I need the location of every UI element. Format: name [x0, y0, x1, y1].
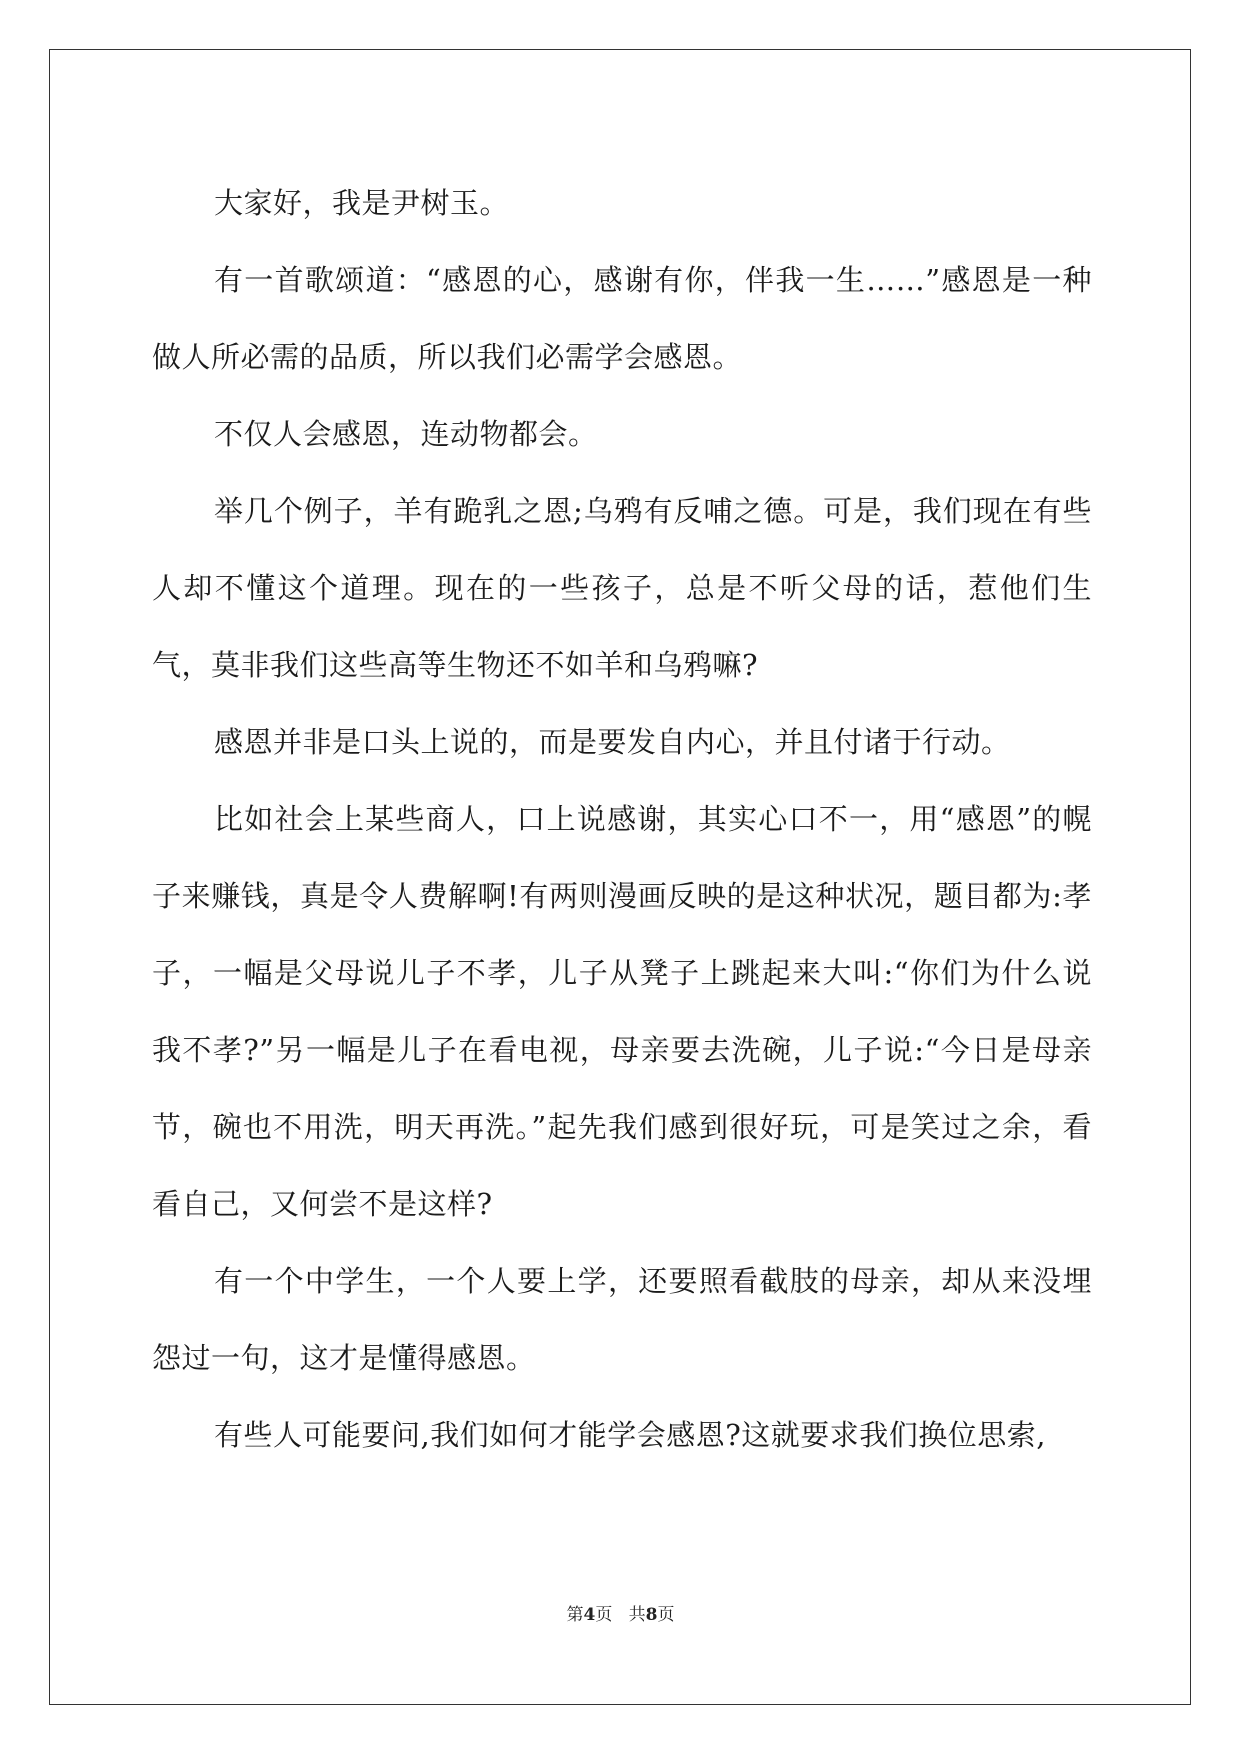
footer-current-page: 4: [583, 1605, 596, 1625]
paragraph-action: 感恩并非是口头上说的，而是要发自内心，并且付诸于行动。: [214, 725, 1011, 759]
paragraph-greeting: 大家好，我是尹树玉。: [214, 186, 510, 220]
document-body: [152, 165, 1092, 1474]
paragraph-comics: 比如社会上某些商人，口上说感谢，其实心口不一，用“感恩”的幌子来赚钱，真是令人费解啊!有两则漫画反映的是这种状况，题目都为:孝子，一幅是父母说儿子不孝，儿子从凳子上跳起来大叫:“你们为什么说我不孝?”另一幅是儿子在看电视，母亲要去洗碗，儿子说:“今日是母亲节，碗也不用洗，明天再洗。”起先我们感到很好玩，可是笑过之余，看看自己，又何尝不是这样?: [152, 802, 1092, 1221]
footer-prefix: 第: [566, 1605, 584, 1625]
footer-mid: 页 共: [595, 1605, 646, 1625]
paragraph-student: 有一个中学生，一个人要上学，还要照看截肢的母亲，却从来没埋怨过一句，这才是懂得感恩。: [152, 1264, 1092, 1375]
footer-total-pages: 8: [645, 1605, 658, 1625]
paragraph-examples: 举几个例子，羊有跪乳之恩;乌鸦有反哺之德。可是，我们现在有些人却不懂这个道理。现在的一些孩子，总是不听父母的话，惹他们生气，莫非我们这些高等生物还不如羊和乌鸦嘛?: [152, 494, 1092, 682]
page-footer: [0, 1600, 1241, 1625]
paragraph-question: 有些人可能要问,我们如何才能学会感恩?这就要求我们换位思索,: [214, 1418, 1046, 1452]
footer-suffix: 页: [657, 1605, 675, 1625]
paragraph-song-quote: 有一首歌颂道：“感恩的心，感谢有你，伴我一生……”感恩是一种做人所必需的品质，所以我们必需学会感恩。: [152, 263, 1092, 374]
paragraph-animals: 不仅人会感恩，连动物都会。: [214, 417, 598, 451]
